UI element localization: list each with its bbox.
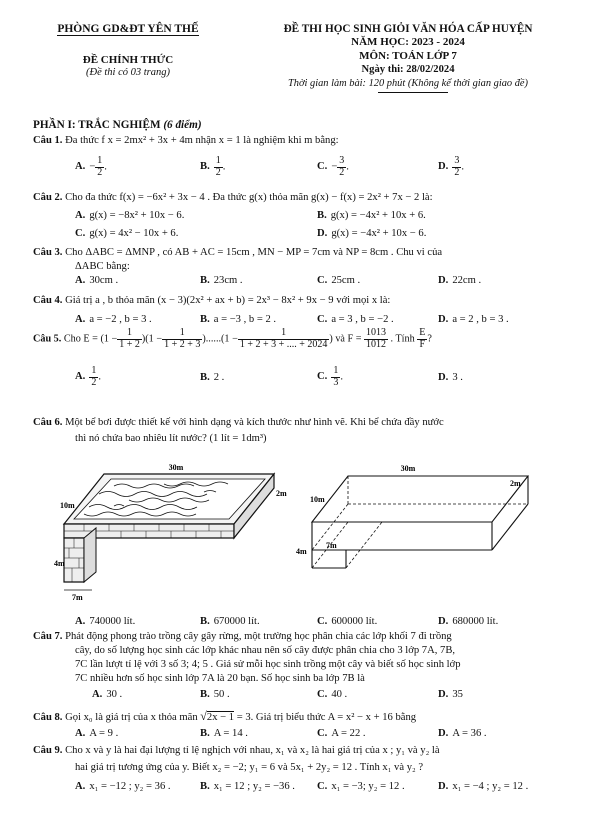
header-rule (378, 92, 448, 93)
q2-option-a[interactable]: A. g(x) = −8x² + 10x − 6. (75, 210, 185, 221)
q9-option-b[interactable]: B. x₁ = 12 ; y₂ = −36 . (200, 781, 295, 792)
wire-length-label: 30m (400, 464, 416, 473)
pool-length-label: 30m (168, 463, 184, 472)
q4-option-c[interactable]: C. a = 3 , b = −2 . (317, 314, 394, 325)
question-1: Câu 1. Đa thức f x = 2mx² + 3x + 4m nhận x = 1 là nghiệm khi m bằng: (33, 135, 339, 146)
question-5: Câu 5. Cho E = (1 − $\frac{1}{1 + 2}$ )(1 − $\frac{1}{1 + 2 + 3}$ )......(1 − $\frac{1}{1 + 2 + 3 + .... + 2024}$ ) và F = $\frac{1013}{1012}$ . Tính $\frac{E}{F}$ ? (33, 327, 432, 350)
question-6-cont: thì nó chứa bao nhiêu lít nước? (1 lít = 1dm³) (75, 433, 267, 444)
wire-step-width-label: 7m (326, 541, 337, 550)
header-official-label: ĐỀ CHÍNH THỨC (82, 54, 174, 66)
q9-option-c[interactable]: C. x₁ = −3; y₂ = 12 . (317, 781, 405, 792)
q2-option-b[interactable]: B. g(x) = −4x² + 10x + 6. (317, 210, 426, 221)
header-duration: Thời gian làm bài: 120 phút (Không kể thời gian giao đề) (288, 78, 528, 89)
wire-step-height-label: 4m (296, 547, 307, 556)
q7-option-b[interactable]: B. 50 . (200, 689, 230, 700)
header-org: PHÒNG GD&ĐT YÊN THẾ (57, 23, 199, 35)
q1-option-d[interactable]: D. $\frac{3}{2}$ . (438, 155, 464, 178)
q8-option-c[interactable]: C. A = 22 . (317, 728, 366, 739)
question-3-cont: ΔABC bằng: (75, 261, 130, 272)
section-title: PHẦN I: TRẮC NGHIỆM (6 điểm) (33, 119, 202, 131)
q8-option-b[interactable]: B. A = 14 . (200, 728, 248, 739)
q3-option-c[interactable]: C. 25cm . (317, 275, 361, 286)
q1-option-a[interactable]: A. − $\frac{1}{2}$ . (75, 155, 107, 178)
q5-option-a[interactable]: A. $\frac{1}{2}$ . (75, 365, 101, 388)
q3-option-b[interactable]: B. 23cm . (200, 275, 243, 286)
q2-option-d[interactable]: D. g(x) = −4x² + 10x − 6. (317, 228, 427, 239)
q8-option-a[interactable]: A. A = 9 . (75, 728, 119, 739)
q9-option-a[interactable]: A. x₁ = −12 ; y₂ = 36 . (75, 781, 171, 792)
q6-option-a[interactable]: A. 740000 lít. (75, 616, 136, 627)
pool-step-width-label: 7m (72, 593, 83, 602)
question-2: Câu 2. Cho đa thức f(x) = −6x² + 3x − 4 . Đa thức g(x) thỏa mãn g(x) − f(x) = 2x² + 7x − 2 là: (33, 192, 433, 203)
q4-option-b[interactable]: B. a = −3 , b = 2 . (200, 314, 277, 325)
q4-option-d[interactable]: D. a = 2 , b = 3 . (438, 314, 509, 325)
question-3: Câu 3. Cho ΔABC = ΔMNP , có AB + AC = 15cm , MN − MP = 7cm và NP = 8cm . Chu vi của (33, 247, 443, 258)
q5-option-b[interactable]: B. 2 . (200, 372, 225, 383)
q7-option-a[interactable]: A. 30 . (92, 689, 123, 700)
question-9-cont: hai giá trị tương ứng của y. Biết x₂ = −2; y₁ = 6 và 5x₁ + 2y₂ = 12 . Tính x₁ và y₂ ? (75, 762, 424, 773)
question-8: Câu 8. Gọi x₀ là giá trị của x thỏa mãn √2x − 1 = 3. Giá trị biểu thức A = x² − x + 16 bằng (33, 709, 417, 723)
q6-option-d[interactable]: D. 680000 lít. (438, 616, 499, 627)
header-exam-title: ĐỀ THI HỌC SINH GIỎI VĂN HÓA CẤP HUYỆN (283, 23, 533, 35)
question-6: Câu 6. Một bể bơi được thiết kế với hình dạng và kích thước như hình vẽ. Khi bể chứa đầy nước (33, 417, 444, 428)
header-subject: MÔN: TOÁN LỚP 7 (359, 50, 457, 62)
q4-option-a[interactable]: A. a = −2 , b = 3 . (75, 314, 152, 325)
q1-option-b[interactable]: B. $\frac{1}{2}$ . (200, 155, 226, 178)
q3-option-d[interactable]: D. 22cm . (438, 275, 482, 286)
header-page-note: (Đề thi có 03 trang) (86, 67, 170, 78)
question-7-line-4: 7C nhiều hơn số học sinh lớp 7A là 20 bạn. Số học sinh ba lớp 7B là (75, 673, 365, 684)
pool-figure-wireframe (296, 462, 536, 612)
header-school-year: NĂM HỌC: 2023 - 2024 (351, 36, 465, 48)
q7-option-c[interactable]: C. 40 . (317, 689, 348, 700)
question-7-line-3: 7C lần lượt tỉ lệ với 3 số 3; 4; 5 . Giả sử mỗi học sinh trồng một cây và biết số học sinh lớp (75, 659, 461, 670)
q8-option-d[interactable]: D. A = 36 . (438, 728, 487, 739)
wire-depth-label: 2m (510, 479, 521, 488)
q5-option-d[interactable]: D. 3 . (438, 372, 463, 383)
q5-option-c[interactable]: C. $\frac{1}{3}$ . (317, 365, 343, 388)
header-exam-date: Ngày thi: 28/02/2024 (361, 64, 455, 75)
q9-option-d[interactable]: D. x₁ = −4 ; y₂ = 12 . (438, 781, 529, 792)
q7-option-d[interactable]: D. 35 (438, 689, 463, 700)
pool-figure-3d (54, 462, 287, 612)
q6-option-c[interactable]: C. 600000 lít. (317, 616, 378, 627)
q2-option-c[interactable]: C. g(x) = 4x² − 10x + 6. (75, 228, 179, 239)
question-9: Câu 9. Cho x và y là hai đại lượng tỉ lệ nghịch với nhau, x₁ và x₂ là hai giá trị của x ; y₁ và y₂ là (33, 745, 440, 756)
q1-option-c[interactable]: C. − $\frac{3}{2}$ . (317, 155, 349, 178)
q3-option-a[interactable]: A. 30cm . (75, 275, 119, 286)
q6-option-b[interactable]: B. 670000 lít. (200, 616, 260, 627)
pool-width-label: 10m (60, 501, 75, 510)
question-7: Câu 7. Phát động phong trào trồng cây gây rừng, một trường học phân chia các lớp khối 7 đi trồng (33, 631, 452, 642)
pool-depth-label: 2m (276, 489, 287, 498)
wire-width-label: 10m (310, 495, 325, 504)
question-4: Câu 4. Giá trị a , b thỏa mãn (x − 3)(2x² + ax + b) = 2x³ − 8x² + 9x − 9 với mọi x là: (33, 295, 391, 306)
question-7-line-2: cây, do số lượng học sinh các lớp khác nhau nên số cây được phân chia cho 3 lớp 7A, 7B, (75, 645, 456, 656)
pool-step-height-label: 4m (54, 559, 65, 568)
